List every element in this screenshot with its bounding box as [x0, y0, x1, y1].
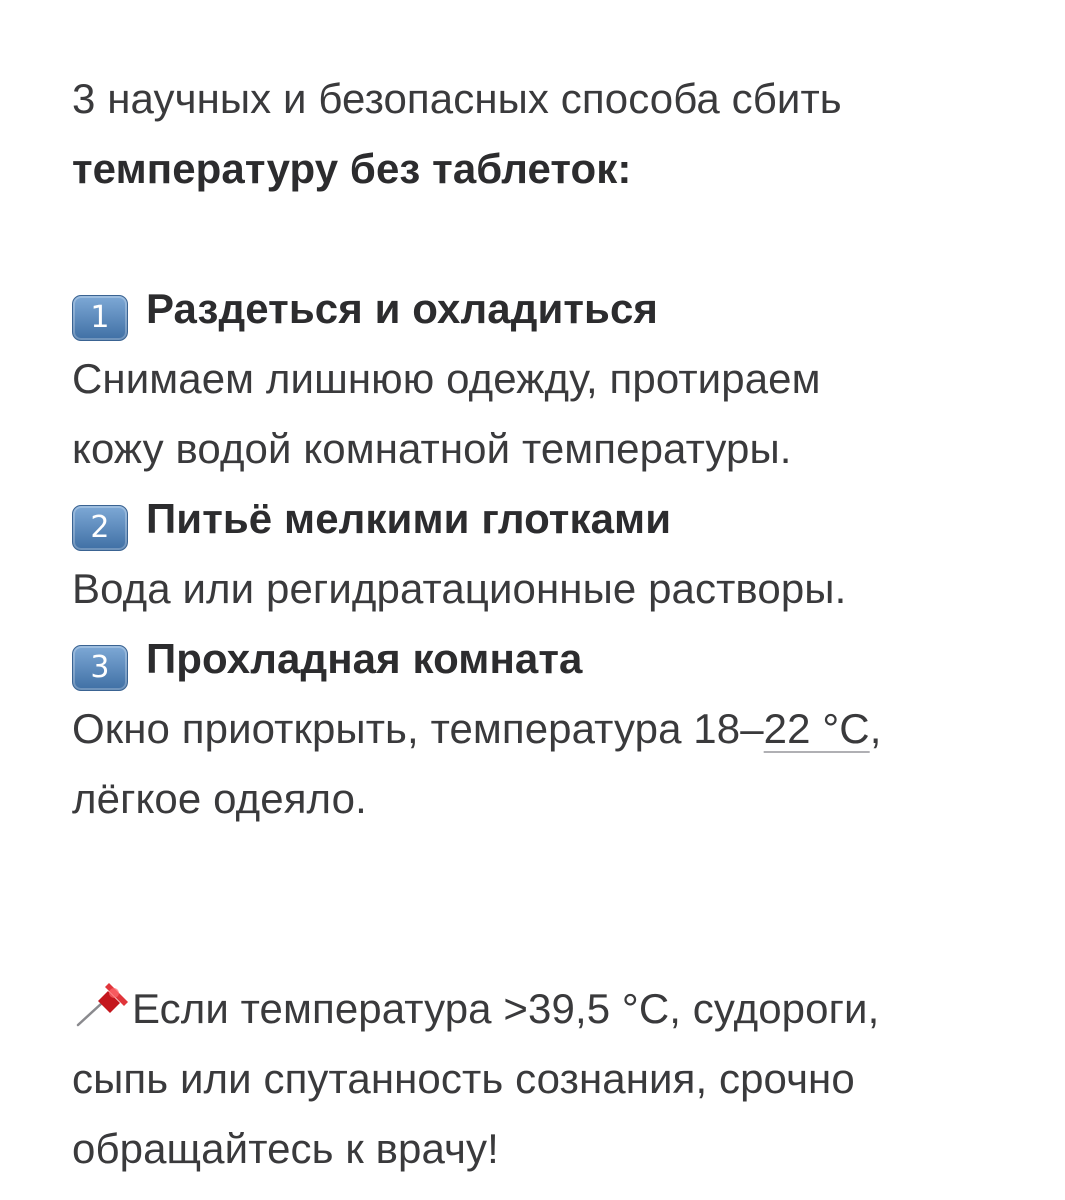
warning-text-line-1: Если температура >39,5 °C, судороги, — [132, 985, 880, 1032]
step-1-heading — [72, 274, 1032, 344]
warning-line-1 — [72, 974, 1032, 1044]
intro-line-1: 3 научных и безопасных способа сбить — [72, 75, 842, 122]
step-2-heading — [72, 484, 1032, 554]
step-2-title: Питьё мелкими глотками — [146, 495, 672, 542]
step-3-heading — [72, 624, 1032, 694]
spacer — [72, 204, 1032, 274]
intro-line-2: температуру без таблеток: — [72, 145, 632, 192]
spacer — [72, 834, 1032, 904]
step-1-title: Раздеться и охладиться — [146, 285, 659, 332]
note-content — [72, 64, 1032, 1184]
step-2-text-line-1: Вода или регидратационные растворы. — [72, 565, 847, 612]
pushpin-icon — [72, 979, 130, 1029]
step-3-text-before: Окно приоткрыть, температура 18– — [72, 705, 764, 752]
step-3-title: Прохладная комната — [146, 635, 583, 682]
warning-line-3: обращайтесь к врачу! — [72, 1125, 499, 1172]
step-3-text-line-2: лёгкое одеяло. — [72, 775, 367, 822]
step-1-text-line-2: кожу водой комнатной температуры. — [72, 425, 792, 472]
warning-line-2: сыпь или спутанность сознания, срочно — [72, 1055, 855, 1102]
step-3-text-after: , — [869, 705, 882, 752]
step-1-text-line-1: Снимаем лишнюю одежду, протираем — [72, 355, 821, 402]
temperature-link[interactable]: 22 °C — [763, 705, 870, 752]
spacer — [72, 904, 1032, 974]
step-3-text-line-1 — [72, 694, 1032, 764]
keycap-1-icon: 1 — [72, 295, 128, 341]
keycap-2-icon: 2 — [72, 505, 128, 551]
keycap-3-icon: 3 — [72, 645, 128, 691]
